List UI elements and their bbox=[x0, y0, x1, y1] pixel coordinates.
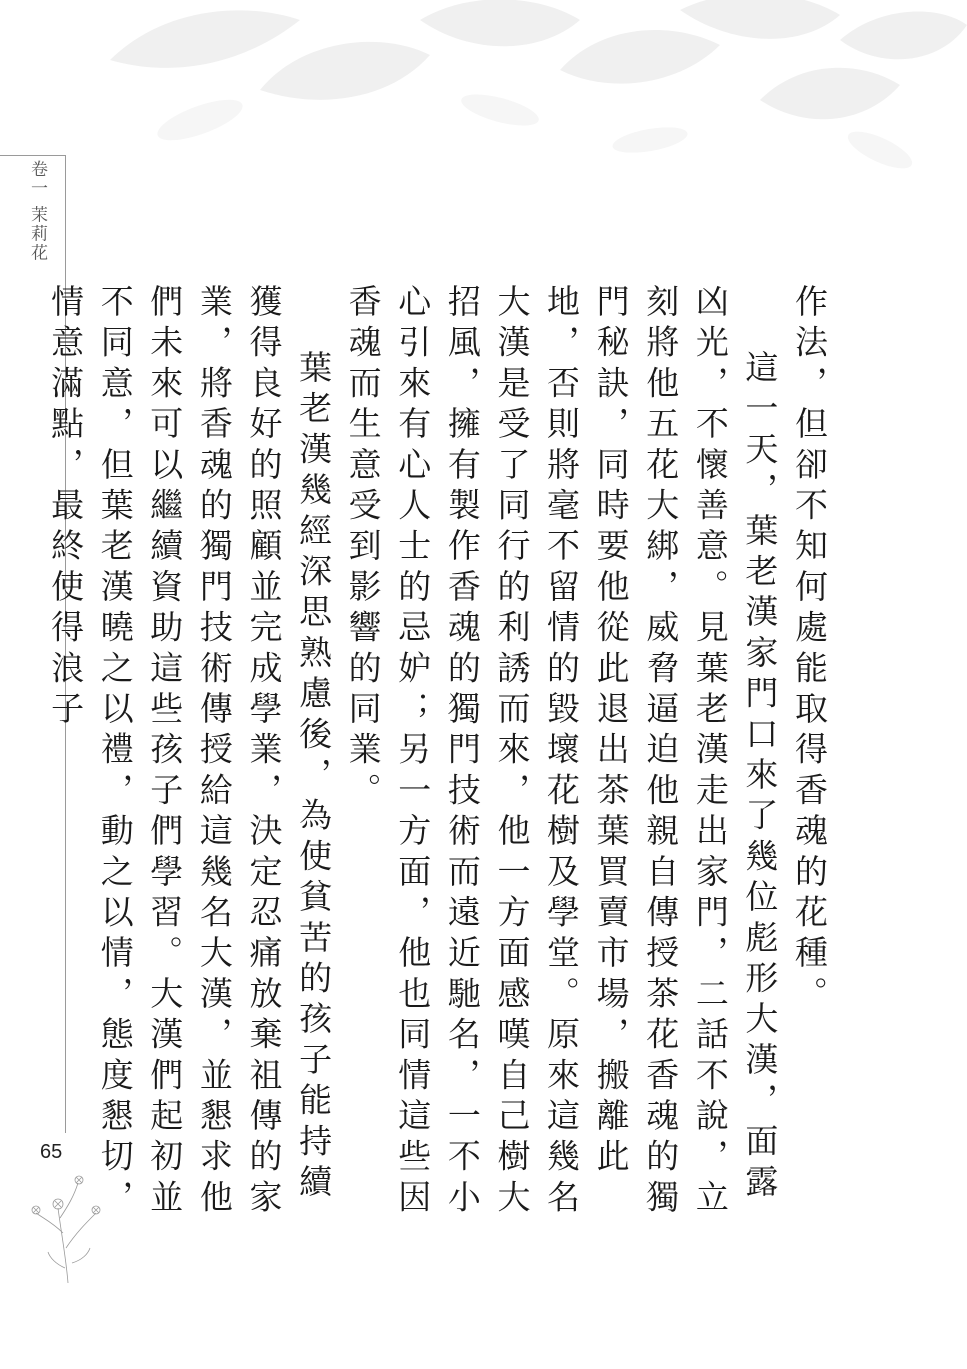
running-head: 卷一 茉莉花 bbox=[27, 160, 47, 263]
paragraph: 這一天，葉老漢家門口來了幾位彪形大漢，面露凶光，不懷善意。見葉老漢走出家門，二話不說，立刻將他五花大綁，威脅逼迫他親自傳授茶花香魂的獨門秘訣，同時要他從此退出茶葉買賣市場，搬離此地，否則將毫不留情的毀壞花樹及學堂。原來這幾名大漢是受了同行的利誘而來，他一方面感嘆自己樹大招風，擁有製作香魂的獨門技術而遠近馳名，一不小心引來有心人士的忌妒；另一方面，他也同情這些因香魂而生意受到影響的同業。 bbox=[343, 284, 780, 1221]
paragraph: 葉老漢幾經深思熟慮後，為使貧苦的孩子能持續獲得良好的照顧並完成學業，決定忍痛放棄祖傳的家業，將香魂的獨門技術傳授給這幾名大漢，並懇求他們未來可以繼續資助這些孩子們學習。大漢們起初並不同意，但葉老漢曉之以禮，動之以情，態度懇切，情意滿點，最終使得浪子 bbox=[46, 284, 334, 1221]
page-number: 65 bbox=[40, 1141, 63, 1163]
leaf-decoration bbox=[0, 0, 967, 200]
paragraph: 作法，但卻不知何處能取得香魂的花種。 bbox=[790, 284, 829, 1017]
